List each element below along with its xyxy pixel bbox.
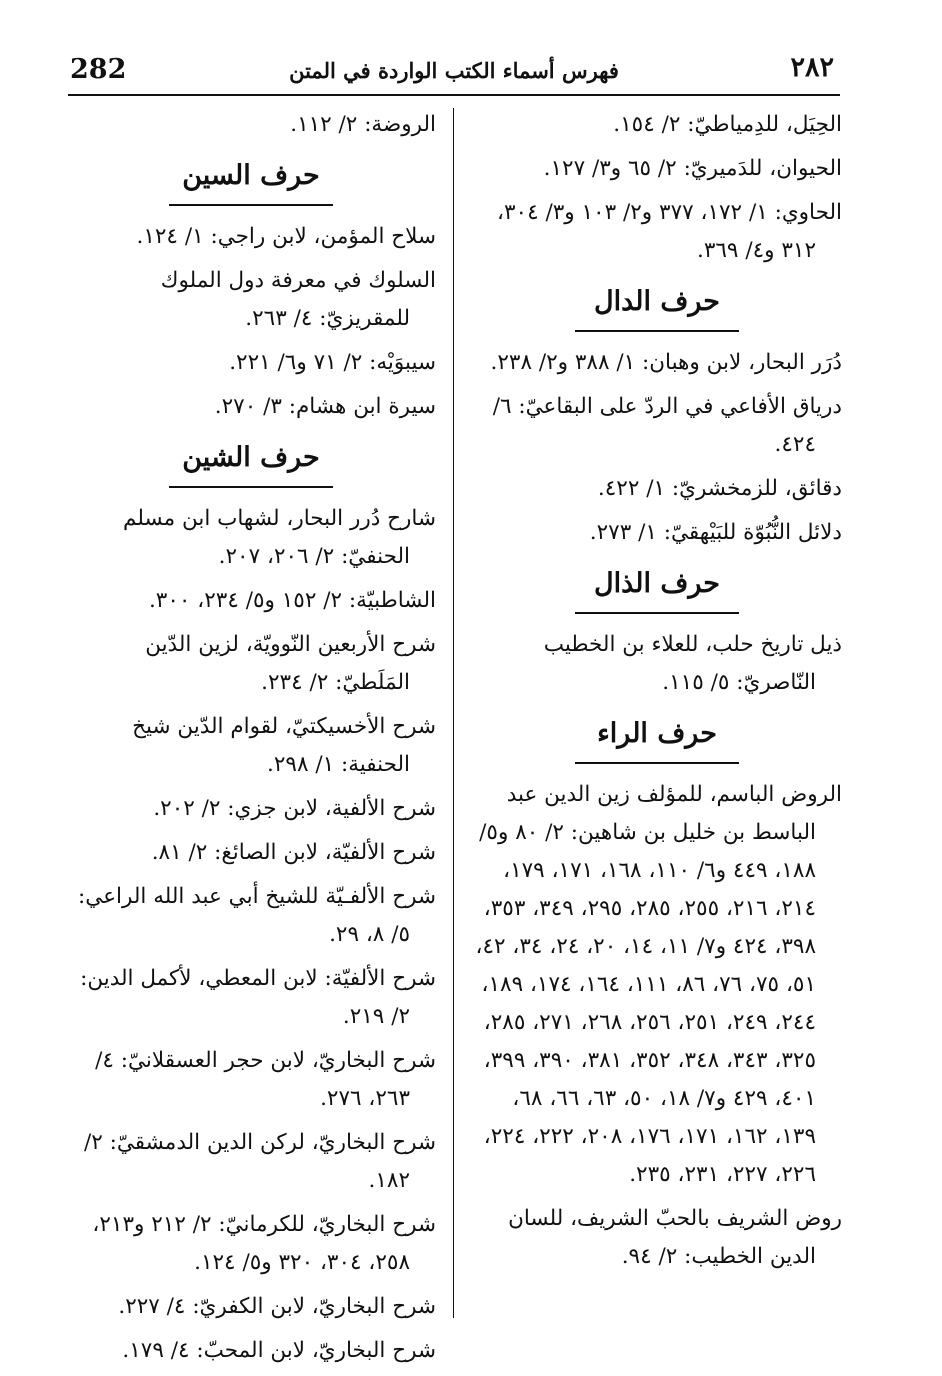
index-entry: الروضة: ٢/ ١١٢. bbox=[290, 112, 436, 137]
page-header bbox=[68, 52, 840, 92]
section-rule bbox=[575, 330, 739, 332]
index-entry: دُرَر البحار، لابن وهبان: ١/ ٣٨٨ و٢/ ٢٣٨. bbox=[490, 350, 842, 375]
section-heading-dal bbox=[472, 280, 842, 332]
section-title: حرف السين bbox=[182, 160, 320, 191]
index-entry: روض الشريف بالحبّ الشريف، للسان الدين الخطيب: ٢/ ٩٤. bbox=[508, 1206, 842, 1269]
header-rule bbox=[68, 94, 840, 96]
index-entry: شرح الألفية، لابن جزي: ٢/ ٢٠٢. bbox=[153, 796, 436, 821]
section-title: حرف الذال bbox=[594, 568, 720, 599]
index-entry: ذيل تاريخ حلب، للعلاء بن الخطيب النّاصريّ: ٥/ ١١٥. bbox=[543, 632, 842, 695]
left-column bbox=[66, 106, 436, 1376]
section-rule bbox=[575, 762, 739, 764]
index-entry: درياق الأفاعي في الردّ على البقاعيّ: ٦/ ٤٢٤. bbox=[492, 394, 842, 457]
index-entry: شارح دُرر البحار، لشهاب ابن مسلم الحنفيّ: ٢/ ٢٠٦، ٢٠٧. bbox=[123, 506, 436, 569]
running-title: فهرس أسماء الكتب الواردة في المتن bbox=[289, 58, 619, 83]
index-entry: دلائل النُّبُوّة للبَيْهقيّ: ١/ ٢٧٣. bbox=[589, 520, 842, 545]
page-number-arabic: ٢٨٢ bbox=[790, 52, 834, 83]
section-heading-shin bbox=[66, 436, 436, 488]
index-entry: شرح الألفـيّة للشيخ أبي عبد الله الراعي: ٥/ ٨، ٢٩. bbox=[78, 884, 436, 947]
section-heading-ra bbox=[472, 712, 842, 764]
section-title: حرف الدال bbox=[594, 286, 720, 317]
index-entry: الروض الباسم، للمؤلف زين الدين عبد الباسط بن خليل بن شاهين: ٢/ ٨٠ و٥/ ١٨٨، ٤٤٩ و٦/ ١١٠، ١٦٨، ١٧١، ١٧٩، ٢١٤، ٢١٦، ٢٥٥، ٢٨٥، ٢٩٥، ٣٤٩، ٣٥٣، ٣٩٨، ٤٢٤ و٧/ ١١، ١٤، ٢٠، ٢٤، ٣٤، ٤٢، ٥١، ٧٥، ٧٦، ٨٦، ١١١، ١٦٤، ١٧٤، ١٨٩، ٢٤٤، ٢٤٩، ٢٥١، ٢٥٦، ٢٦٨، ٢٧١، ٢٨٥، ٣٢٥، ٣٤٣، ٣٤٨، ٣٥٢، ٣٨١، ٣٩٠، ٣٩٩، ٤٠١، ٤٢٩ و٧/ ١٨، ٥٠، ٦٣، ٦٦، ٦٨، ١٣٩، ١٦٢، ١٧١، ١٧٦، ٢٠٨، ٢٢٢، ٢٢٤، ٢٢٦، ٢٢٧، ٢٣١، ٢٣٥. bbox=[475, 782, 842, 1187]
index-entry: الحاوي: ١/ ١٧٢، ٣٧٧ و٢/ ١٠٣ و٣/ ٣٠٤، ٣١٢ و٤/ ٣٦٩. bbox=[497, 200, 842, 263]
section-title: حرف الشين bbox=[182, 442, 320, 473]
section-heading-sin bbox=[66, 154, 436, 206]
index-entry: دقائق، للزمخشريّ: ١/ ٤٢٢. bbox=[597, 476, 842, 501]
right-column bbox=[472, 106, 842, 1282]
section-title: حرف الراء bbox=[597, 718, 717, 749]
index-entry: شرح البخاريّ، للكرمانيّ: ٢/ ٢١٢ و٢١٣، ٢٥٨، ٣٠٤، ٣٢٠ و٥/ ١٢٤. bbox=[92, 1212, 436, 1275]
index-entry: شرح البخاريّ، لابن حجر العسقلانيّ: ٤/ ٢٦٣، ٢٧٦. bbox=[95, 1048, 436, 1111]
index-entry: شرح الألفيّة، لابن الصائغ: ٢/ ٨١. bbox=[151, 840, 436, 865]
index-entry: السلوك في معرفة دول الملوك للمقريزيّ: ٤/ ٢٦٣. bbox=[160, 268, 436, 331]
index-entry: سيرة ابن هشام: ٣/ ٢٧٠. bbox=[214, 394, 436, 419]
index-entry: شرح الأربعين النّوويّة، لزين الدّين المَلَطيّ: ٢/ ٢٣٤. bbox=[145, 632, 436, 695]
section-rule bbox=[575, 612, 739, 614]
index-entry: شرح الأخسيكتيّ، لقوام الدّين شيخ الحنفية: ١/ ٢٩٨. bbox=[132, 714, 436, 777]
index-entry: الحِيَل، للدِمياطيّ: ٢/ ١٥٤. bbox=[613, 112, 842, 137]
section-rule bbox=[169, 486, 333, 488]
column-divider bbox=[453, 108, 454, 1318]
section-rule bbox=[169, 204, 333, 206]
index-entry: سلاح المؤمن، لابن راجي: ١/ ١٢٤. bbox=[136, 224, 436, 249]
index-entry: شرح البخاريّ، لابن الكفريّ: ٤/ ٢٢٧. bbox=[118, 1294, 436, 1319]
index-entry: شرح الألفيّة: لابن المعطي، لأكمل الدين: ٢/ ٢١٩. bbox=[80, 966, 436, 1029]
section-heading-dhal bbox=[472, 562, 842, 614]
index-entry: شرح البخاريّ، لابن المحبّ: ٤/ ١٧٩. bbox=[122, 1338, 436, 1363]
index-entry: سيبوَيْه: ٢/ ٧١ و٦/ ٢٢١. bbox=[229, 350, 436, 375]
index-entry: الحيوان، للدَميريّ: ٢/ ٦٥ و٣/ ١٢٧. bbox=[543, 156, 842, 181]
index-entry: الشاطبيّة: ٢/ ١٥٢ و٥/ ٢٣٤، ٣٠٠. bbox=[148, 588, 436, 613]
index-entry: شرح البخاريّ، لركن الدين الدمشقيّ: ٢/ ١٨٢. bbox=[83, 1130, 436, 1193]
page-number-latin: 282 bbox=[70, 54, 127, 85]
